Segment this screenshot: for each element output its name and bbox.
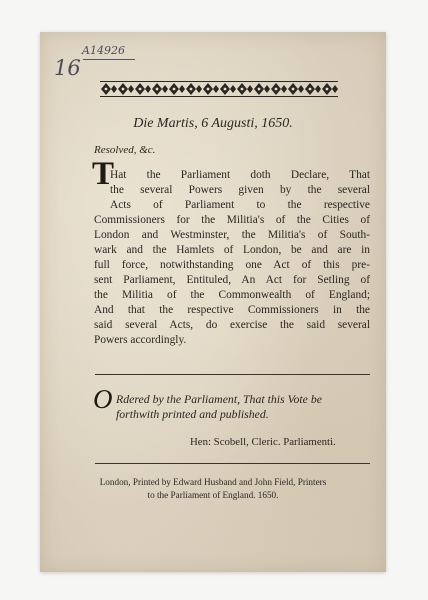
clerk-signature: Hen: Scobell, Cleric. Parliamenti.	[190, 436, 336, 448]
resolution-line: Commissioners for the Militia's of the Cities of	[94, 214, 370, 226]
resolution-line: London and Westminster, the Militia's of South-	[94, 229, 370, 241]
order-line: forthwith printed and published.	[116, 407, 269, 421]
order-dropcap: O	[93, 384, 113, 414]
printed-broadside	[40, 32, 386, 572]
resolution-line: Hat the Parliament doth Declare, That	[110, 169, 370, 181]
catalogue-ref-underline	[83, 59, 135, 60]
resolution-line: Acts of Parliament to the respective	[110, 199, 370, 211]
resolution-line: wark and the Hamlets of London, be and are in	[94, 244, 370, 256]
resolution-line: the several Powers given by the several	[110, 184, 370, 196]
resolution-line: the Militia of the Commonwealth of England;	[94, 289, 370, 301]
handwritten-catalogue-ref: A14926	[82, 44, 125, 57]
imprint-line: London, Printed by Edward Husband and John Field, Printers	[99, 477, 327, 487]
handwritten-item-number: 16	[54, 56, 81, 80]
resolved-label: Resolved, &c.	[94, 144, 156, 156]
resolution-line: And that the respective Commissioners in the	[94, 304, 370, 316]
date-heading: Die Martis, 6 Augusti, 1650.	[133, 116, 293, 131]
order-line: Rdered by the Parliament, That this Vote be	[116, 392, 322, 406]
section-rule	[95, 463, 370, 464]
resolution-line: full force, notwithstanding one Act of this pre-	[94, 259, 370, 271]
resolution-line: sent Parliament, Entituled, An Act for Setling of	[94, 274, 370, 286]
resolution-line: said several Acts, do exercise the said several	[94, 319, 370, 331]
resolution-dropcap: T	[92, 156, 115, 192]
section-rule	[95, 374, 370, 375]
imprint-line: to the Parliament of England. 1650.	[147, 490, 279, 500]
ornament-border	[100, 81, 338, 97]
resolution-line: Powers accordingly.	[94, 334, 187, 346]
